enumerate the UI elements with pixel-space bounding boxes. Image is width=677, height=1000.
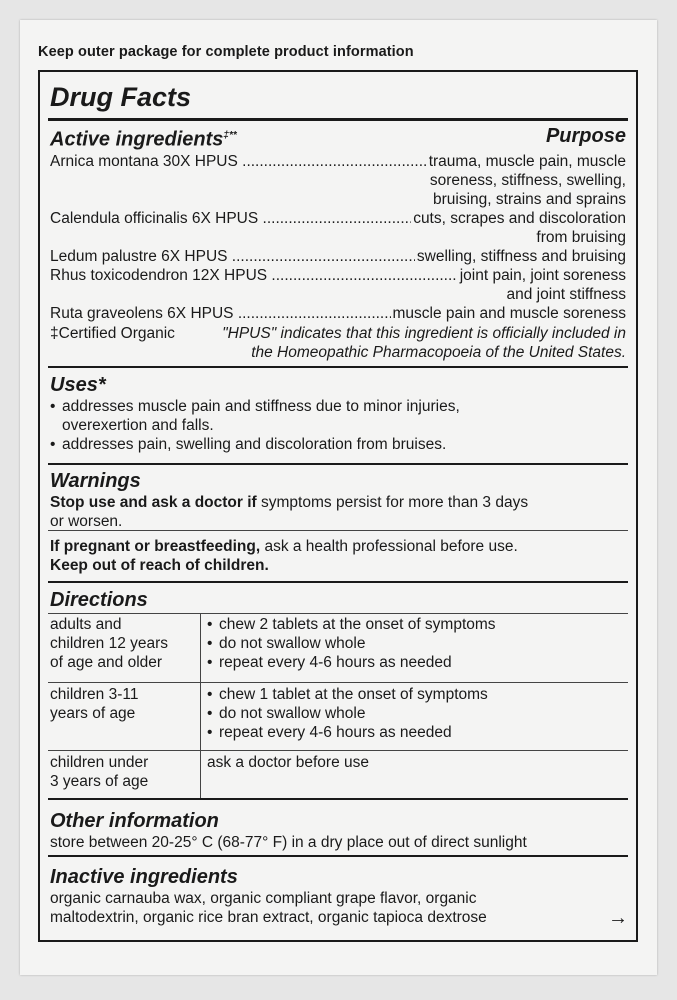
purpose-line: from bruising — [536, 228, 626, 246]
age-line: children under — [50, 754, 149, 771]
uses-divider — [48, 463, 628, 465]
purpose-line: trauma, muscle pain, muscle — [428, 152, 626, 170]
ingredient-purpose — [427, 152, 626, 209]
drug-facts-title: Drug Facts — [50, 82, 192, 112]
purpose-line: swelling, stiffness and bruising — [416, 247, 626, 265]
title-divider — [48, 118, 628, 121]
use-item — [50, 397, 626, 435]
warnings-inner-divider — [48, 530, 628, 531]
pregnancy-warning-section — [50, 537, 626, 575]
age-line: years of age — [50, 705, 136, 722]
other-information-heading: Other information — [50, 810, 219, 832]
directions-table — [50, 613, 636, 798]
purpose-line: bruising, strains and sprains — [433, 190, 626, 208]
other-divider — [48, 855, 628, 857]
age-line: children 12 years — [50, 635, 169, 652]
age-line: 3 years of age — [50, 773, 149, 790]
active-divider — [48, 366, 628, 368]
column-divider — [200, 613, 201, 683]
inactive-ingredients-line-1: organic carnauba wax, organic compliant grape flavor, organic — [50, 890, 477, 907]
instruction-item: • chew 1 tablet at the onset of symptoms — [207, 685, 626, 704]
use-line: overexertion and falls. — [62, 417, 214, 434]
hpus-note — [222, 324, 626, 362]
warnings-section — [50, 469, 626, 531]
instruction-item: • chew 2 tablets at the onset of symptoms — [207, 615, 626, 634]
age-group — [50, 685, 198, 723]
ingredient-purpose — [415, 247, 626, 266]
age-group — [50, 615, 198, 672]
stop-use-text-2: or worsen. — [50, 513, 123, 530]
hpus-note-line-1: "HPUS" indicates that this ingredient is officially included in — [222, 324, 626, 342]
purpose-line: soreness, stiffness, swelling, — [429, 171, 626, 189]
pregnancy-warning — [50, 537, 626, 556]
inactive-ingredients-heading: Inactive ingredients — [50, 866, 238, 888]
column-divider — [200, 683, 201, 751]
ingredient-list — [50, 152, 626, 323]
directions-row — [50, 683, 636, 751]
ingredient-name: Ruta graveolens 6X HPUS ..... — [50, 304, 626, 323]
ingredient-name: Ledum palustre 6X HPUS ..... — [50, 247, 626, 266]
title-section — [50, 82, 626, 112]
purpose-line: joint pain, joint soreness — [459, 266, 626, 284]
instruction-item: • do not swallow whole — [207, 704, 626, 723]
other-information-section — [50, 809, 626, 852]
directions-row — [50, 751, 636, 798]
keep-out-of-reach: Keep out of reach of children. — [50, 557, 269, 574]
ingredient-row — [50, 266, 626, 304]
purpose-heading: Purpose — [545, 125, 626, 147]
ingredient-row — [50, 152, 626, 209]
ingredient-purpose — [458, 266, 626, 304]
ingredient-purpose — [411, 209, 626, 247]
purpose-line: cuts, scrapes and discoloration — [413, 209, 626, 227]
warnings-divider — [48, 581, 628, 583]
pregnancy-bold: If pregnant or breastfeeding, — [50, 538, 261, 555]
inactive-ingredients-section — [50, 865, 626, 927]
pregnancy-text: ask a health professional before use. — [260, 538, 518, 555]
uses-list — [50, 397, 626, 454]
age-group — [50, 753, 198, 791]
instruction-item: • repeat every 4-6 hours as needed — [207, 723, 626, 742]
column-divider — [200, 751, 201, 798]
ingredient-name: Arnica montana 30X HPUS ..... — [50, 152, 626, 171]
use-item — [50, 435, 626, 454]
active-ingredients-section — [50, 124, 626, 362]
uses-section — [50, 373, 626, 454]
stop-use-bold: Stop use and ask a doctor if — [50, 494, 257, 511]
warnings-heading: Warnings — [50, 470, 141, 492]
age-line: of age and older — [50, 654, 163, 671]
age-line: children 3-11 — [50, 686, 139, 703]
ingredient-row — [50, 209, 626, 247]
stop-use-text: symptoms persist for more than 3 days — [256, 494, 529, 511]
purpose-line: muscle pain and muscle soreness — [392, 304, 626, 322]
instructions — [207, 615, 626, 672]
storage-text: store between 20-25° C (68-77° F) in a dry place out of direct sunlight — [50, 834, 527, 851]
footnote — [50, 324, 626, 362]
drug-facts-box — [38, 70, 638, 942]
instructions — [207, 685, 626, 742]
instructions: ask a doctor before use — [207, 754, 369, 771]
certified-organic-note: ‡Certified Organic — [50, 324, 175, 342]
ingredient-name: Calendula officinalis 6X HPUS ..... — [50, 209, 626, 228]
instruction-list — [207, 685, 626, 742]
directions-section — [50, 588, 626, 612]
arrow-right-icon: → — [608, 907, 628, 929]
use-line: • addresses pain, swelling and discoloration from bruises. — [62, 436, 447, 453]
directions-row — [50, 613, 636, 683]
instruction-list — [207, 615, 626, 672]
stop-use-warning — [50, 493, 626, 531]
heading-mark: ‡** — [223, 130, 237, 141]
inactive-ingredients-line-2: maltodextrin, organic rice bran extract, organic tapioca dextrose — [50, 909, 487, 926]
instruction-item: • do not swallow whole — [207, 634, 626, 653]
ingredient-row — [50, 304, 626, 323]
instruction-item: • repeat every 4-6 hours as needed — [207, 653, 626, 672]
hpus-note-line-2: the Homeopathic Pharmacopoeia of the United States. — [251, 343, 626, 361]
package-note: Keep outer package for complete product information — [38, 44, 414, 60]
directions-heading: Directions — [50, 589, 148, 611]
uses-heading: Uses* — [50, 374, 106, 396]
ingredient-name: Rhus toxicodendron 12X HPUS ..... — [50, 266, 626, 285]
ingredient-row — [50, 247, 626, 266]
age-line: adults and — [50, 616, 122, 633]
purpose-line: and joint stiffness — [506, 285, 626, 303]
active-ingredients-heading: Active ingredients‡** — [50, 128, 237, 151]
directions-divider — [48, 798, 628, 800]
use-line: • addresses muscle pain and stiffness due to minor injuries, — [62, 398, 460, 415]
ingredient-purpose — [391, 304, 626, 323]
